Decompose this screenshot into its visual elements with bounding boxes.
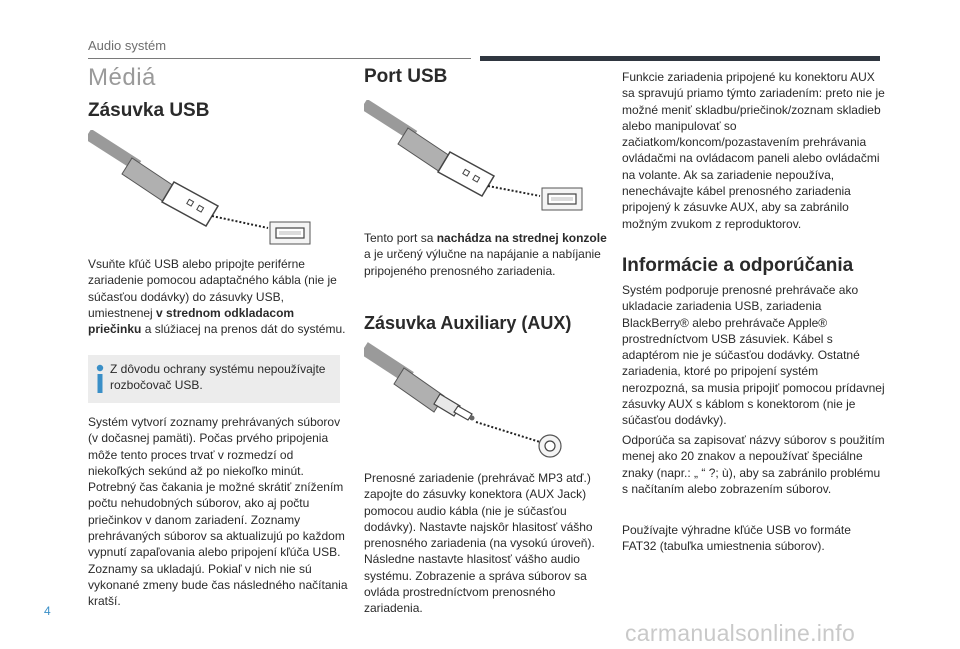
- aux-socket-heading: Zásuvka Auxiliary (AUX): [364, 313, 572, 333]
- info-icon: [94, 363, 106, 395]
- page-number: 4: [44, 604, 51, 618]
- usb-instructions-b: a slúžiacej na prenos dát do systému.: [141, 322, 346, 337]
- usb-instructions-a: Vsuňte kľúč USB alebo pripojte periférne zariadenie pomocou adaptačného kábla (nie je súčasťou dodávky) do zásuvky USB, umiestnenej: [88, 257, 337, 320]
- usb-socket-heading: Zásuvka USB: [88, 100, 210, 121]
- header-divider-left: [88, 58, 471, 59]
- usb-location: v strednom odkladacom priečinku: [88, 305, 295, 337]
- section-label: Audio systém: [88, 38, 167, 53]
- page-title: Médiá: [88, 64, 156, 91]
- usb-plug-illustration: [88, 130, 318, 250]
- port-location: nachádza na strednej konzole: [436, 231, 607, 245]
- header-divider-right: [480, 56, 880, 61]
- watermark: carmanualsonline.info: [625, 620, 856, 646]
- supported-devices-info: Systém podporuje prenosné prehrávače ako ukladacie zariadenia USB, zariadenia BlackBerry® alebo prehrávače Apple® prostredníctvom USB zásuviek. Kábel s adaptérom nie je súčasťou dodávky. Ostatné zariadenia, ktoré po pripojení systém nerozpozná, sa musia pripojiť pomocou prídavnej zásuvky AUX s káblom s konektorom (nie je súčasťou dodávky).: [622, 283, 885, 428]
- usb-port-heading: Port USB: [364, 66, 448, 87]
- playlist-info: Systém vytvorí zoznamy prehrávaných súborov (v dočasnej pamäti). Počas prvého pripojenia môže tento proces trvať v rozmedzí od niekoľkých sekúnd až po niekoľko minút. Potrebný čas čakania je možné skrátiť znížením počtu nehudobných súborov, ako aj počtu priečinkov v danom zariadení. Zoznamy prehrávaných súborov sa aktualizujú po každom vypnutí zapaľovania alebo pripojení kľúča USB. Zoznamy sa ukladajú. Pokiaľ v nich nie sú vykonané zmeny bude čas následného načítania kratší.: [88, 415, 348, 609]
- port-description-b: a je určený výlučne na napájanie a nabíjanie pripojeného prenosného zariadenia.: [364, 247, 601, 278]
- info-note: [88, 355, 340, 403]
- aux-jack-illustration: [364, 338, 589, 458]
- port-description-a: Tento port sa: [364, 231, 437, 245]
- usb-instructions: [88, 256, 348, 337]
- file-names-advice: Odporúča sa zapisovať názvy súborov s použitím menej ako 20 znakov a nepoužívať špeciálne znaky (napr.: „ “ ?; ù), aby sa zabránilo problému s načítaním alebo zobrazením súborov.: [622, 433, 885, 496]
- aux-instructions: Prenosné zariadenie (prehrávač MP3 atď.) zapojte do zásuvky konektora (AUX Jack) pomocou audio kábla (nie je súčasťou dodávky). Nastavte najskôr hlasitosť vášho prenosného zariadenia (na vysokú úroveň). Následne nastavte hlasitosť vášho audio systému. Zobrazenie a správa súborov sa ovláda prostredníctvom prenosného zariadenia.: [364, 471, 595, 616]
- port-description: [364, 230, 614, 279]
- info-heading: Informácie a odporúčania: [622, 255, 854, 276]
- fat32-advice: Používajte výhradne kľúče USB vo formáte FAT32 (tabuľka umiestnenia súborov).: [622, 523, 851, 554]
- aux-functions-info: Funkcie zariadenia pripojené ku konektoru AUX sa spravujú priamo týmto zariadením: preto nie je možné meniť skladbu/priečinok/zoznam skladieb alebo manipulovať so začiatkom/koncom/pozastavením prehrávania ovládačmi na ovládacom paneli alebo ovládačmi na volante. Ak sa zariadenie nepoužíva, nenechávajte kábel prenosného zariadenia pripojený k zásuvke AUX, aby sa zabránilo možným zvukom z reproduktorov.: [622, 70, 885, 231]
- usb-port-illustration: [364, 100, 589, 220]
- note-text: Z dôvodu ochrany systému nepoužívajte rozbočovač USB.: [110, 362, 326, 393]
